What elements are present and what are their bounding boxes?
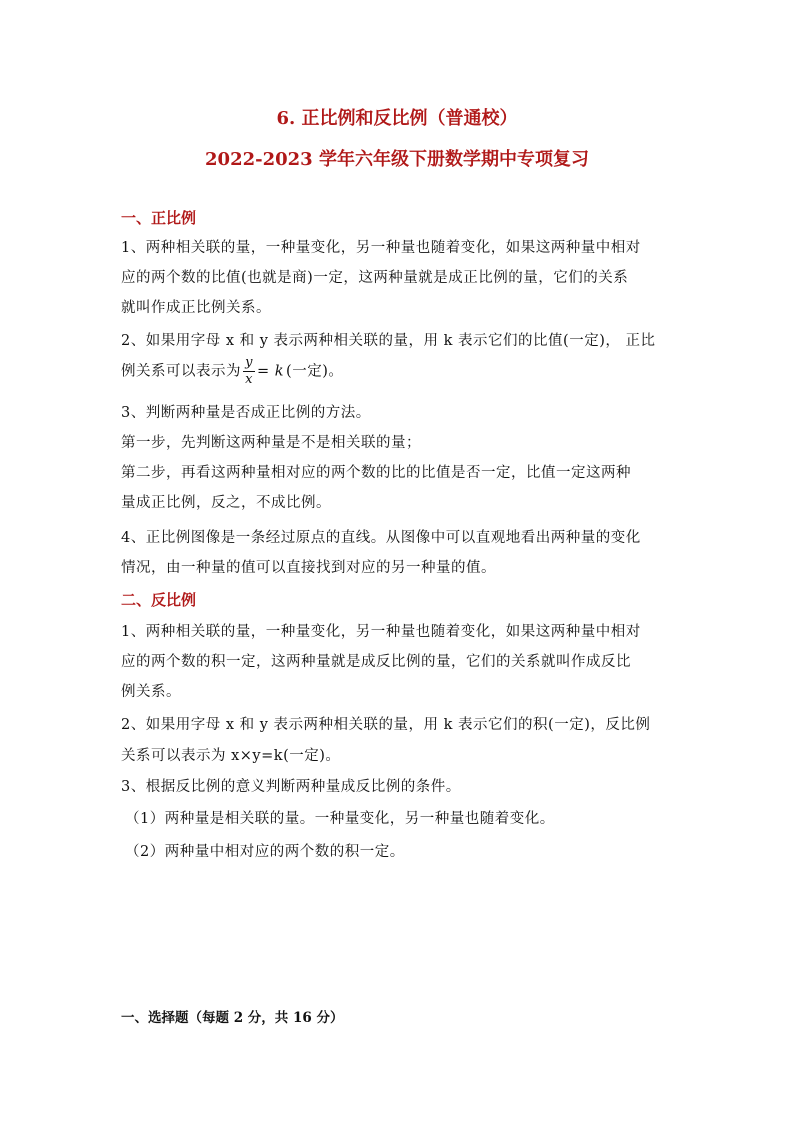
direct-p2-line2 [121,356,343,394]
direct-p2-suffix: (一定)。 [286,363,344,380]
exercise-section-heading: 一、选择题（每题 2 分，共 16 分） [121,1010,344,1026]
inverse-p1-line2: 应的两个数的积一定，这两种量就是成反比例的量，它们的关系就叫作成反比 [121,654,631,670]
direct-p3-line1: 3、判断两种量是否成正比例的方法。 [121,405,371,421]
inverse-p1-line1: 1、两种相关联的量，一种量变化，另一种量也随着变化，如果这两种量中相对 [121,624,641,640]
document-title: 6. 正比例和反比例（普通校） [276,108,518,129]
document-subtitle: 2022-2023 学年六年级下册数学期中专项复习 [205,149,589,170]
inverse-p2-line1: 2、如果用字母 x 和 y 表示两种相关联的量，用 k 表示它们的积(一定)，反比例 [121,717,651,733]
direct-p1-line1: 1、两种相关联的量，一种量变化，另一种量也随着变化，如果这两种量中相对 [121,240,641,256]
inverse-condition-2: （2）两种量中相对应的两个数的积一定。 [125,844,405,860]
inverse-p2-line2: 关系可以表示为 x×y=k(一定)。 [121,748,341,764]
direct-p4-line1: 4、正比例图像是一条经过原点的直线。从图像中可以直观地看出两种量的变化 [121,530,641,546]
direct-p1-line2: 应的两个数的比值(也就是商)一定，这两种量就是成正比例的量，它们的关系 [121,270,629,286]
direct-p2-prefix: 例关系可以表示为 [121,363,241,380]
direct-ratio-formula [243,356,284,387]
inverse-condition-1: （1）两种量是相关联的量。一种量变化，另一种量也随着变化。 [125,811,555,827]
inverse-p1-line3: 例关系。 [121,684,181,700]
inverse-p3-line1: 3、根据反比例的意义判断两种量成反比例的条件。 [121,779,461,795]
formula-fraction [243,356,255,387]
formula-numerator: y [243,356,255,372]
direct-p3-line4: 量成正比例，反之，不成比例。 [121,495,331,511]
direct-p1-line3: 就叫作成正比例关系。 [121,300,271,316]
formula-tail: = k [257,363,285,380]
direct-p3-line3: 第二步，再看这两种量相对应的两个数的比的比值是否一定，比值一定这两种 [121,465,631,481]
direct-p2-line1: 2、如果用字母 x 和 y 表示两种相关联的量，用 k 表示它们的比值(一定)， 正比 [121,333,656,349]
direct-p4-line2: 情况，由一种量的值可以直接找到对应的另一种量的值。 [121,560,496,576]
formula-denominator: x [245,372,253,387]
section-heading-direct-proportion: 一、正比例 [121,209,197,227]
direct-p3-line2: 第一步，先判断这两种量是不是相关联的量； [121,435,421,451]
section-heading-inverse-proportion: 二、反比例 [121,591,197,609]
